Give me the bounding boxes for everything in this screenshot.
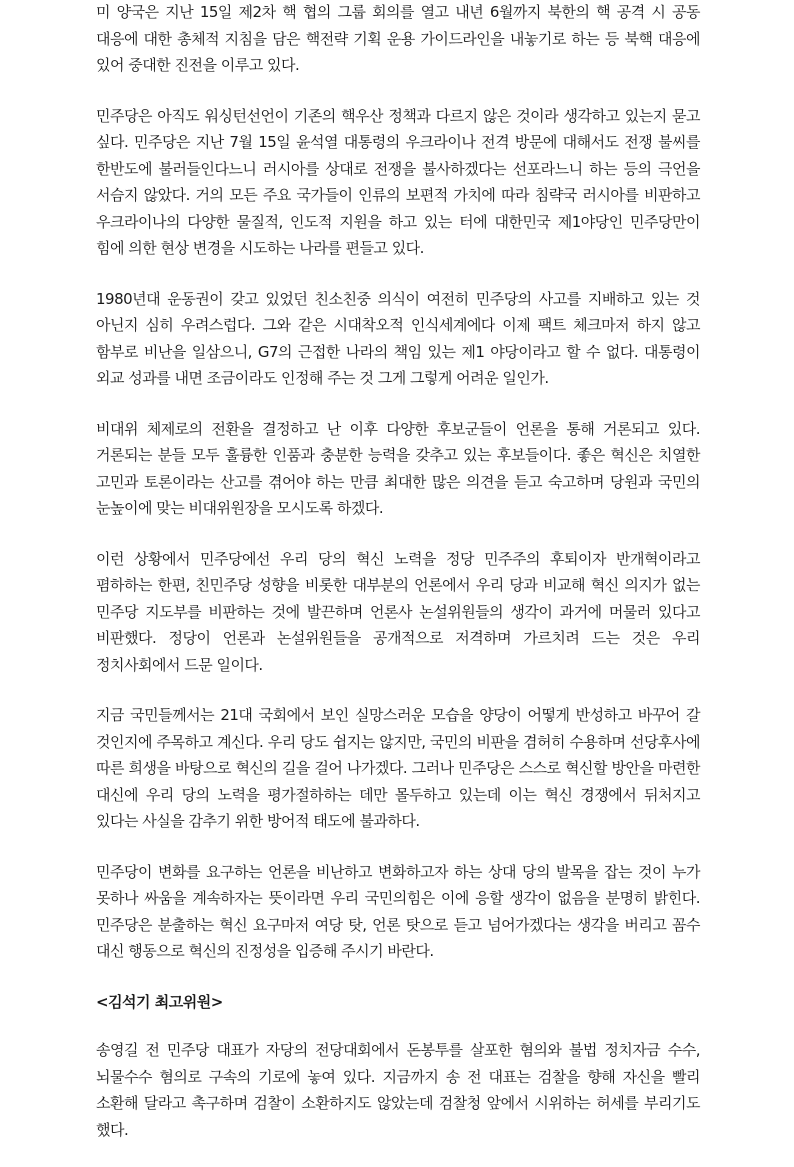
paragraph-reform-competition: 지금 국민들께서는 21대 국회에서 보인 실망스러운 모습을 양당이 어떻게 반성하고 바꾸어 갈 것인지에 주목하고 계신다. 우리 당도 쉽지는 않지만, 국민의 비판을 겸허히 수용하며 선당후사에 따른 희생을 바탕으로 혁신의 길을 걸어 나가겠다. 그러나 민주당은 스스로 혁신할 방안을 마련한 대신에 우리 당의 노력을 평가절하하는 데만 몰두하고 있는데 이는 혁신 경쟁에서 뒤처지고 있다는 사실을 감추기 위한 방어적 태도에 불과하다. [96,706,700,830]
paragraph-media-criticism: 이런 상황에서 민주당에선 우리 당의 혁신 노력을 정당 민주주의 후퇴이자 반개혁이라고 폄하하는 한편, 친민주당 성향을 비롯한 대부분의 언론에서 우리 당과 비교해 혁신 의지가 없는 민주당 지도부를 비판하는 것에 발끈하며 언론사 논설위원들의 생각이 과거에 머물러 있다고 비판했다. 정당이 언론과 논설위원들을 공개적으로 저격하며 가르치려 드는 것은 우리 정치사회에서 드문 일이다. [96,549,700,674]
document-page [96,0,700,1167]
paragraph-washington-declaration: 민주당은 아직도 워싱턴선언이 기존의 핵우산 정책과 다르지 않은 것이라 생각하고 있는지 묻고 싶다. 민주당은 지난 7월 15일 윤석열 대통령의 우크라이나 전격 방문에 대해서도 전쟁 불씨를 한반도에 불러들인다느니 러시아를 상대로 전쟁을 불사하겠다는 선포라느니 하는 등의 극언을 서슴지 않았다. 거의 모든 주요 국가들이 인류의 보편적 가치에 따라 침략국 러시아를 비판하고 우크라이나의 다양한 물질적, 인도적 지원을 하고 있는 터에 대한민국 제1야당인 민주당만이 힘에 의한 현상 변경을 시도하는 나라를 편들고 있다. [96,106,701,257]
paragraph-sincerity-of-reform: 민주당이 변화를 요구하는 언론을 비난하고 변화하고자 하는 상대 당의 발목을 잡는 것이 누가 못하나 싸움을 계속하자는 뜻이라면 우리 국민의힘은 이에 응할 생각이 없음을 분명히 밝힌다. 민주당은 분출하는 혁신 요구마저 여당 탓, 언론 탓으로 듣고 넘어가겠다는 생각을 버리고 꼼수 대신 행동으로 혁신의 진정성을 입증해 주시기 바란다. [96,862,700,960]
paragraph-emergency-committee: 비대위 체제로의 전환을 결정하고 난 이후 다양한 후보군들이 언론을 통해 거론되고 있다. 거론되는 분들 모두 훌륭한 인품과 충분한 능력을 갖추고 있는 후보들이다. 좋은 혁신은 치열한 고민과 토론이라는 산고를 겪어야 하는 만큼 최대한 많은 의견을 듣고 숙고하며 당원과 국민의 눈높이에 맞는 비대위원장을 모시도록 하겠다. [96,419,700,517]
paragraph-1980s-ideology: 1980년대 운동권이 갖고 있었던 친소친중 의식이 여전히 민주당의 사고를 지배하고 있는 것 아닌지 심히 우려스럽다. 그와 같은 시대착오적 인식세계에다 이제 팩트 체크마저 하지 않고 함부로 비난을 일삼으니, G7의 근접한 나라의 책임 있는 제1 야당이라고 할 수 없다. 대통령이 외교 성과를 내면 조금이라도 인정해 주는 것 그게 그렇게 어려운 일인가. [96,289,700,387]
paragraph-nuclear-consultative-group: 미 양국은 지난 15일 제2차 핵 협의 그룹 회의를 열고 내년 6월까지 북한의 핵 공격 시 공동 대응에 대한 총체적 지침을 담은 핵전략 기획 운용 가이드라인을 내놓기로 하는 등 북핵 대응에 있어 중대한 진전을 이루고 있다. [96,3,700,74]
section-heading-speaker: <김석기 최고위원> [96,992,223,1011]
paragraph-song-young-gil: 송영길 전 민주당 대표가 자당의 전당대회에서 돈봉투를 살포한 혐의와 불법 정치자금 수수, 뇌물수수 혐의로 구속의 기로에 놓여 있다. 지금까지 송 전 대표는 검찰을 향해 자신을 빨리 소환해 달라고 촉구하며 검찰이 소환하지도 않았는데 검찰청 앞에서 시위하는 허세를 부리기도 했다. [96,1041,700,1139]
